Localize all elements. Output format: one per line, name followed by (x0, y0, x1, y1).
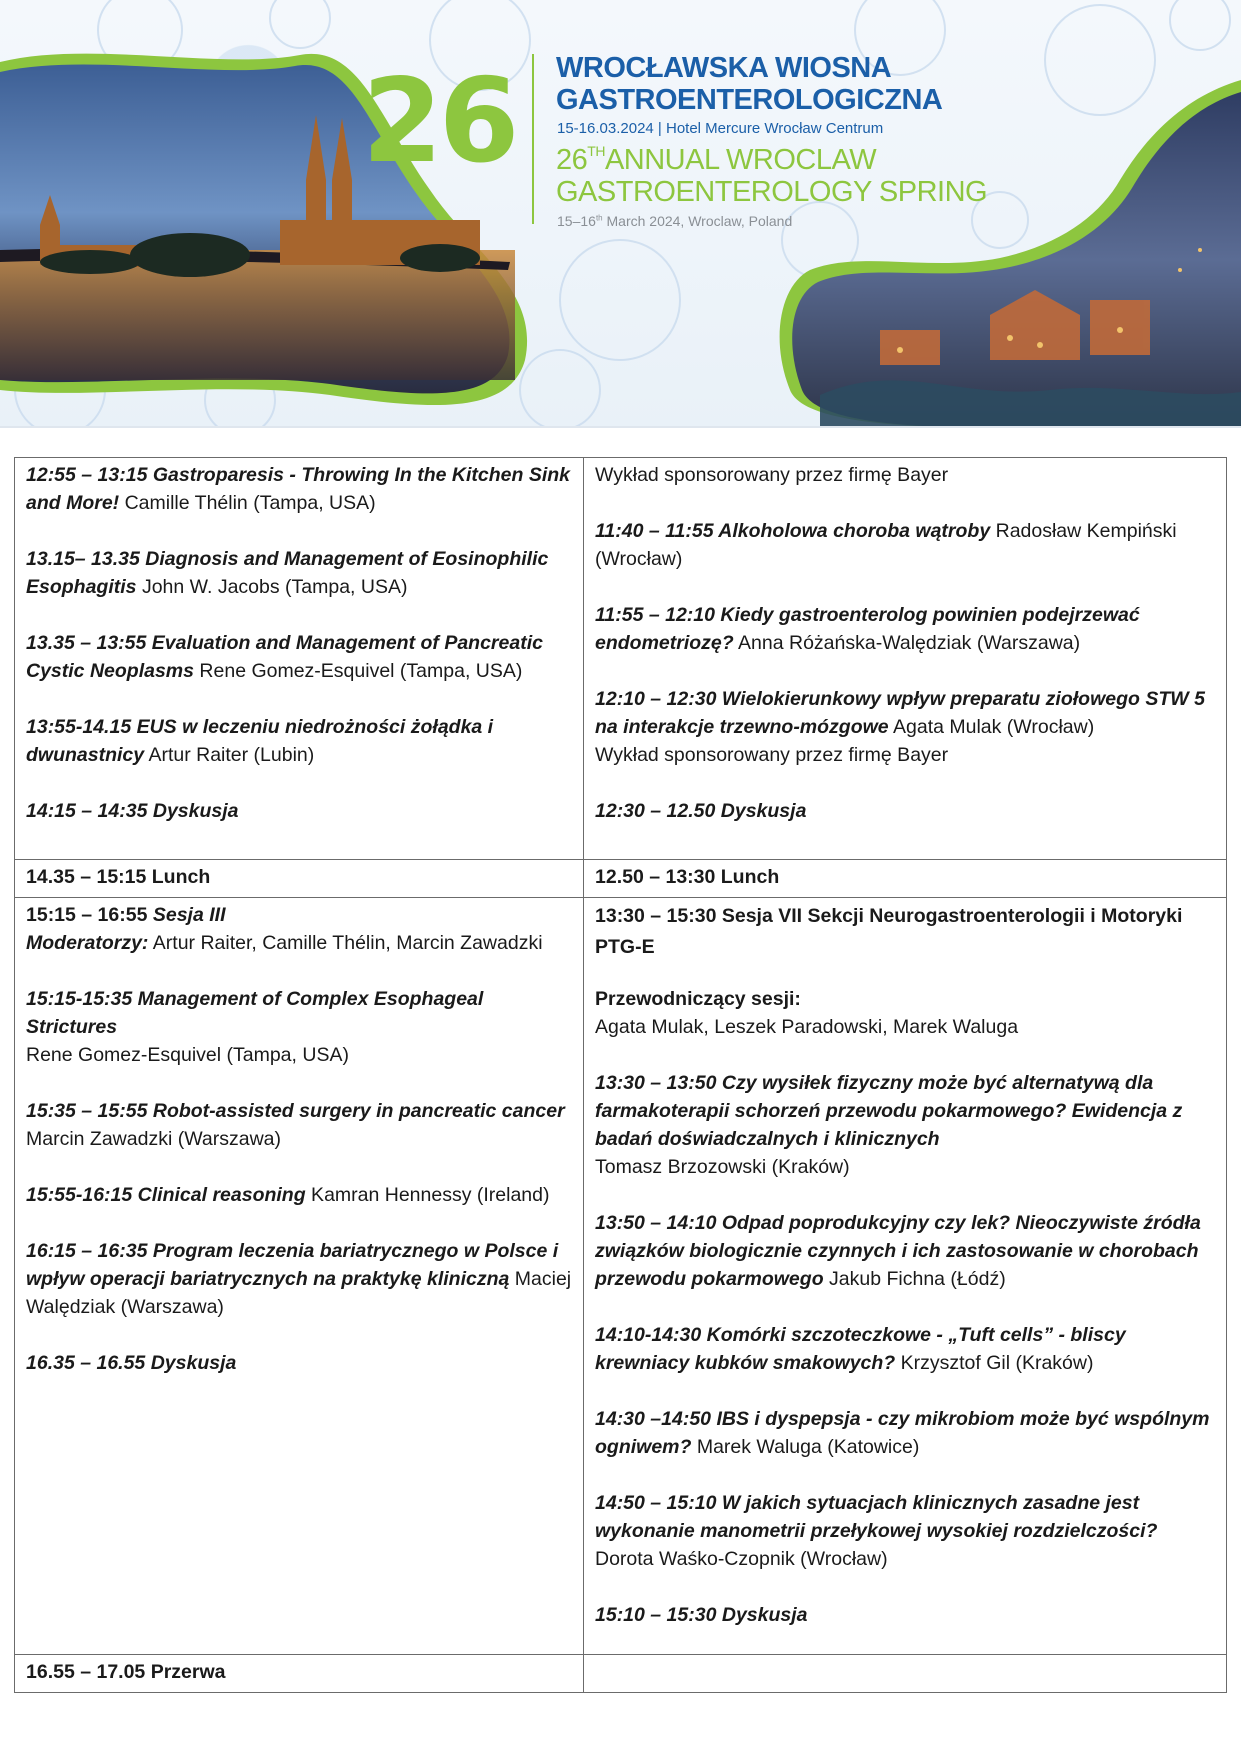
talk-speaker: Rene Gomez-Esquivel (Tampa, USA) (26, 1044, 349, 1066)
talk-time: 13:55-14.15 (26, 716, 137, 738)
talk-title: Dyskusja (721, 1604, 808, 1626)
table-row (15, 1655, 1227, 1693)
talk-title: Evaluation and Management of Pancreatic Cystic Neoplasms (26, 632, 543, 682)
talk-item (595, 1489, 1216, 1573)
session-heading: 13:30 – 15:30 Sesja VII Sekcji Neurogastroenterologii i Motoryki PTG-E (595, 905, 1183, 958)
right-top-cell (584, 458, 1227, 860)
talk-item (595, 1405, 1216, 1461)
talk-title: Kiedy gastroenterolog powinien podejrzewać endometriozę? (595, 604, 1140, 654)
talk-speaker: Marek Waluga (Katowice) (691, 1436, 920, 1458)
sponsor-note: Wykład sponsorowany przez firmę Bayer (595, 744, 949, 766)
talk-speaker: Maciej Walędziak (Warszawa) (26, 1268, 572, 1318)
talk-speaker: Krzysztof Gil (Kraków) (895, 1352, 1094, 1374)
talk-time: 13:50 – 14:10 (595, 1212, 722, 1234)
date-en: 15–16th March 2024, Wroclaw, Poland (557, 213, 793, 229)
talk-time: 14:15 – 14:35 (26, 800, 153, 822)
talk-item (26, 713, 573, 769)
talk-item (595, 685, 1216, 769)
talk-item (26, 1237, 573, 1321)
talk-speaker: Kamran Hennessy (Ireland) (305, 1184, 550, 1206)
session-chairs: Przewodniczący sesji: Agata Mulak, Leszek Paradowski, Marek Waluga (595, 988, 1019, 1038)
talk-time: 11:40 – 11:55 (595, 520, 719, 542)
talk-item (595, 1601, 1216, 1629)
talk-speaker: John W. Jacobs (Tampa, USA) (136, 576, 408, 598)
talk-speaker: Artur Raiter (Lubin) (144, 744, 315, 766)
talk-speaker: Camille Thélin (Tampa, USA) (119, 492, 376, 514)
talk-time: 13.35 – 13:55 (26, 632, 152, 654)
talk-title: Management of Complex Esophageal Strictures (26, 988, 484, 1038)
date-venue-pl: 15-16.03.2024 | Hotel Mercure Wrocław Centrum (557, 120, 884, 137)
left-top-cell (15, 458, 584, 860)
talk-title: Dyskusja (150, 1352, 237, 1374)
talk-list (26, 461, 573, 825)
table-row (15, 458, 1227, 860)
talk-item (26, 545, 573, 601)
talk-title: Odpad poprodukcyjny czy lek? Nieoczywiste źródła związków biologicznie czynnych i ich zastosowanie w chorobach przewodu pokarmowego (595, 1212, 1201, 1290)
talk-time: 14:10-14:30 (595, 1324, 707, 1346)
title-en-line2: GASTROENTEROLOGY SPRING (556, 176, 988, 208)
sponsor-note: Wykład sponsorowany przez firmę Bayer (595, 464, 949, 486)
talk-time: 15:35 – 15:55 (26, 1100, 153, 1122)
talk-time: 13:30 – 13:50 (595, 1072, 722, 1094)
talk-title: Dyskusja (720, 800, 807, 822)
talk-item (595, 601, 1216, 657)
talk-item (595, 517, 1216, 573)
talk-speaker: Rene Gomez-Esquivel (Tampa, USA) (194, 660, 523, 682)
talk-time: 16:15 – 16:35 (26, 1240, 153, 1262)
program-table (14, 457, 1227, 1693)
talk-item (595, 797, 1216, 825)
talk-time: 12:10 – 12:30 (595, 688, 722, 710)
talk-list (26, 985, 573, 1377)
break-left: 16.55 – 17.05 Przerwa (15, 1655, 584, 1693)
talk-time: 12:30 – 12.50 (595, 800, 721, 822)
talk-title: Wielokierunkowy wpływ preparatu ziołowego STW 5 na interakcje trzewno-mózgowe (595, 688, 1205, 738)
talk-time: 15:15-15:35 (26, 988, 138, 1010)
header-banner (0, 0, 1241, 428)
talk-item (26, 985, 573, 1069)
left-session-cell (15, 898, 584, 1655)
talk-time: 12:55 – 13:15 (26, 464, 153, 486)
talk-title: W jakich sytuacjach klinicznych zasadne jest wykonanie manometrii przełykowej wysokiej rozdzielczości? (595, 1492, 1158, 1542)
talk-title: Czy wysiłek fizyczny może być alternatywą dla farmakoterapii schorzeń przewodu pokarmowego? Ewidencja z badań doświadczalnych i klinicznych (595, 1072, 1183, 1150)
title-en-line1: 26THANNUAL WROCLAW (556, 143, 877, 176)
talk-title: Gastroparesis - Throwing In the Kitchen Sink and More! (26, 464, 571, 514)
lunch-right: 12.50 – 13:30 Lunch (584, 860, 1227, 898)
talk-list (595, 1069, 1216, 1629)
talk-time: 14:30 –14:50 (595, 1408, 717, 1430)
talk-speaker: Agata Mulak (Wrocław) (888, 716, 1095, 738)
talk-time: 13.15– 13.35 (26, 548, 146, 570)
talk-item (26, 1181, 573, 1209)
talk-speaker: Tomasz Brzozowski (Kraków) (595, 1156, 850, 1178)
talk-list (595, 517, 1216, 825)
title-pl-line2: GASTROENTEROLOGICZNA (556, 84, 943, 116)
talk-title: EUS w leczeniu niedrożności żołądka i dwunastnicy (26, 716, 494, 766)
talk-speaker: Jakub Fichna (Łódź) (823, 1268, 1006, 1290)
title-divider (532, 54, 534, 224)
talk-title: Dyskusja (152, 800, 239, 822)
talk-time: 15:10 – 15:30 (595, 1604, 722, 1626)
talk-item (26, 1349, 573, 1377)
talk-time: 16.35 – 16.55 (26, 1352, 151, 1374)
talk-item (595, 1321, 1216, 1377)
talk-title: Robot-assisted surgery in pancreatic cancer (152, 1100, 565, 1122)
title-pl-line1: WROCŁAWSKA WIOSNA (556, 52, 892, 84)
talk-item (595, 1069, 1216, 1181)
table-row (15, 860, 1227, 898)
talk-speaker: Dorota Waśko-Czopnik (Wrocław) (595, 1548, 888, 1570)
session-heading: 15:15 – 16:55 Sesja III Moderatorzy: Artur Raiter, Camille Thélin, Marcin Zawadzki (26, 904, 543, 954)
table-row (15, 898, 1227, 1655)
talk-title: Komórki szczoteczkowe - „Tuft cells” - bliscy krewniacy kubków smakowych? (595, 1324, 1126, 1374)
break-right (584, 1655, 1227, 1693)
talk-item (595, 1209, 1216, 1293)
talk-title: Alkoholowa choroba wątroby (718, 520, 991, 542)
talk-time: 14:50 – 15:10 (595, 1492, 722, 1514)
talk-item (26, 629, 573, 685)
talk-title: Clinical reasoning (137, 1184, 306, 1206)
talk-item (26, 461, 573, 517)
talk-title: Diagnosis and Management of Eosinophilic Esophagitis (26, 548, 549, 598)
talk-speaker: Marcin Zawadzki (Warszawa) (26, 1128, 281, 1150)
talk-item (26, 1097, 573, 1153)
talk-speaker: Radosław Kempiński (Wrocław) (595, 520, 1177, 570)
talk-item (26, 797, 573, 825)
talk-title: Program leczenia bariatrycznego w Polsce i wpływ operacji bariatrycznych na praktykę kliniczną (26, 1240, 559, 1290)
edition-number: 26 (362, 54, 516, 189)
talk-time: 11:55 – 12:10 (595, 604, 721, 626)
right-session-cell (584, 898, 1227, 1655)
talk-speaker: Anna Różańska-Walędziak (Warszawa) (733, 632, 1081, 654)
talk-time: 15:55-16:15 (26, 1184, 138, 1206)
talk-title: IBS i dyspepsja - czy mikrobiom może być wspólnym ogniwem? (595, 1408, 1210, 1458)
lunch-left: 14.35 – 15:15 Lunch (15, 860, 584, 898)
